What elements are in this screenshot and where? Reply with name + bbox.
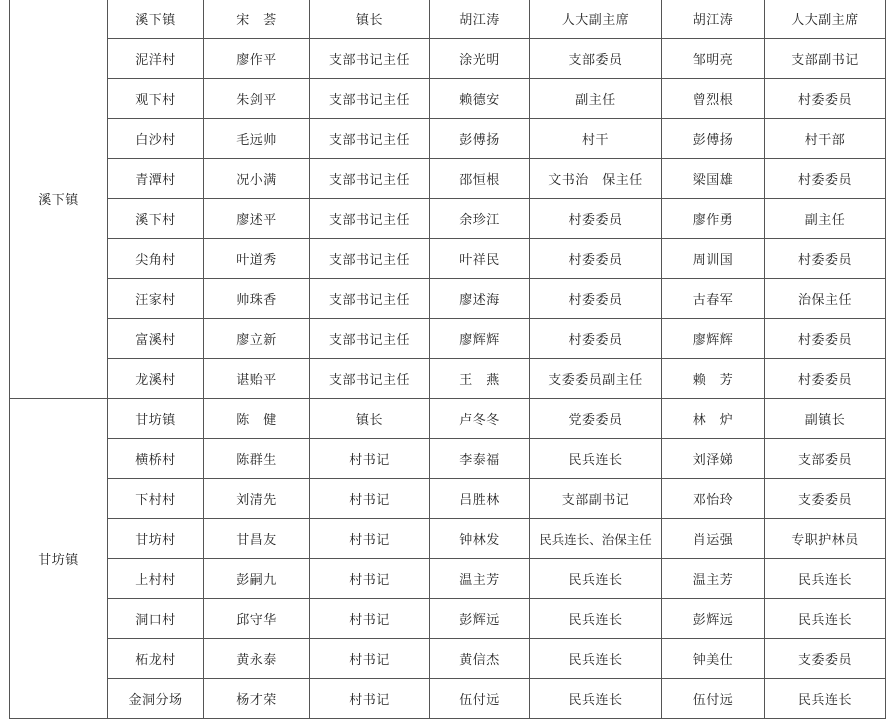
person2-name-cell: 彭辉远 xyxy=(430,599,530,639)
person3-post-cell: 村委委员 xyxy=(765,239,886,279)
table-row xyxy=(10,599,886,639)
table-row xyxy=(10,239,886,279)
leader-name-cell: 宋 荟 xyxy=(204,0,310,39)
person3-name-cell: 林 炉 xyxy=(662,399,765,439)
leader-name-cell: 帅珠香 xyxy=(204,279,310,319)
leader-name-cell: 毛远帅 xyxy=(204,119,310,159)
person2-name-cell: 廖辉辉 xyxy=(430,319,530,359)
unit-cell: 横桥村 xyxy=(108,439,204,479)
leader-name-cell: 廖作平 xyxy=(204,39,310,79)
leader-name-cell: 彭嗣九 xyxy=(204,559,310,599)
person2-name-cell: 吕胜林 xyxy=(430,479,530,519)
unit-cell: 观下村 xyxy=(108,79,204,119)
person3-name-cell: 赖 芳 xyxy=(662,359,765,399)
unit-cell: 溪下村 xyxy=(108,199,204,239)
person3-post-cell: 副主任 xyxy=(765,199,886,239)
leader-post-cell: 支部书记主任 xyxy=(310,319,430,359)
leader-name-cell: 杨才荣 xyxy=(204,679,310,719)
leader-name-cell: 谌贻平 xyxy=(204,359,310,399)
person2-name-cell: 廖述海 xyxy=(430,279,530,319)
person3-name-cell: 伍付远 xyxy=(662,679,765,719)
person3-post-cell: 村委委员 xyxy=(765,319,886,359)
leader-post-cell: 支部书记主任 xyxy=(310,199,430,239)
leader-name-cell: 叶道秀 xyxy=(204,239,310,279)
person2-post-cell: 村委委员 xyxy=(530,279,662,319)
person3-name-cell: 邓怡玲 xyxy=(662,479,765,519)
unit-cell: 尖角村 xyxy=(108,239,204,279)
person2-post-cell: 文书治 保主任 xyxy=(530,159,662,199)
leader-post-cell: 村书记 xyxy=(310,599,430,639)
table-row xyxy=(10,559,886,599)
person2-post-cell: 村委委员 xyxy=(530,199,662,239)
person3-name-cell: 刘泽娣 xyxy=(662,439,765,479)
unit-cell: 下村村 xyxy=(108,479,204,519)
leader-post-cell: 镇长 xyxy=(310,399,430,439)
person2-name-cell: 叶祥民 xyxy=(430,239,530,279)
person3-name-cell: 古春军 xyxy=(662,279,765,319)
leader-post-cell: 支部书记主任 xyxy=(310,279,430,319)
person2-name-cell: 黄信杰 xyxy=(430,639,530,679)
person2-post-cell: 副主任 xyxy=(530,79,662,119)
person3-name-cell: 钟美仕 xyxy=(662,639,765,679)
roster-table xyxy=(9,0,886,719)
leader-name-cell: 廖立新 xyxy=(204,319,310,359)
leader-post-cell: 村书记 xyxy=(310,559,430,599)
person3-post-cell: 治保主任 xyxy=(765,279,886,319)
person3-post-cell: 民兵连长 xyxy=(765,599,886,639)
person2-post-cell: 民兵连长 xyxy=(530,679,662,719)
person3-post-cell: 民兵连长 xyxy=(765,679,886,719)
person3-post-cell: 支委委员 xyxy=(765,479,886,519)
person3-post-cell: 支部副书记 xyxy=(765,39,886,79)
table-row xyxy=(10,519,886,559)
person3-post-cell: 村委委员 xyxy=(765,359,886,399)
leader-post-cell: 支部书记主任 xyxy=(310,119,430,159)
person2-name-cell: 余珍江 xyxy=(430,199,530,239)
table-row xyxy=(10,479,886,519)
person3-name-cell: 肖运强 xyxy=(662,519,765,559)
person2-name-cell: 王 燕 xyxy=(430,359,530,399)
leader-name-cell: 朱剑平 xyxy=(204,79,310,119)
leader-post-cell: 村书记 xyxy=(310,479,430,519)
table-row xyxy=(10,359,886,399)
leader-name-cell: 刘清先 xyxy=(204,479,310,519)
person3-name-cell: 廖作勇 xyxy=(662,199,765,239)
unit-cell: 汪家村 xyxy=(108,279,204,319)
unit-cell: 柘龙村 xyxy=(108,639,204,679)
table-row xyxy=(10,279,886,319)
leader-post-cell: 村书记 xyxy=(310,639,430,679)
person2-name-cell: 邵恒根 xyxy=(430,159,530,199)
table-row xyxy=(10,319,886,359)
person2-post-cell: 民兵连长 xyxy=(530,599,662,639)
leader-name-cell: 况小满 xyxy=(204,159,310,199)
leader-post-cell: 支部书记主任 xyxy=(310,159,430,199)
unit-cell: 龙溪村 xyxy=(108,359,204,399)
person3-name-cell: 彭辉远 xyxy=(662,599,765,639)
person3-post-cell: 副镇长 xyxy=(765,399,886,439)
person3-name-cell: 温主芳 xyxy=(662,559,765,599)
table-row xyxy=(10,79,886,119)
leader-post-cell: 村书记 xyxy=(310,439,430,479)
person3-name-cell: 周训国 xyxy=(662,239,765,279)
leader-post-cell: 村书记 xyxy=(310,679,430,719)
table-row xyxy=(10,0,886,39)
person3-post-cell: 村干部 xyxy=(765,119,886,159)
person2-name-cell: 彭傅扬 xyxy=(430,119,530,159)
person2-post-cell: 民兵连长 xyxy=(530,439,662,479)
person2-post-cell: 支委委员副主任 xyxy=(530,359,662,399)
person3-name-cell: 邹明亮 xyxy=(662,39,765,79)
person3-post-cell: 村委委员 xyxy=(765,159,886,199)
person2-post-cell: 支部委员 xyxy=(530,39,662,79)
leader-name-cell: 陈群生 xyxy=(204,439,310,479)
person3-post-cell: 支委委员 xyxy=(765,639,886,679)
table-row xyxy=(10,39,886,79)
person2-name-cell: 李泰福 xyxy=(430,439,530,479)
leader-post-cell: 支部书记主任 xyxy=(310,359,430,399)
person2-post-cell: 民兵连长 xyxy=(530,559,662,599)
person2-post-cell: 村干 xyxy=(530,119,662,159)
person2-name-cell: 伍付远 xyxy=(430,679,530,719)
person3-post-cell: 人大副主席 xyxy=(765,0,886,39)
table-row xyxy=(10,399,886,439)
person2-post-cell: 支部副书记 xyxy=(530,479,662,519)
town-cell: 甘坊镇 xyxy=(10,399,108,719)
table-row xyxy=(10,639,886,679)
leader-name-cell: 廖述平 xyxy=(204,199,310,239)
person3-name-cell: 梁国雄 xyxy=(662,159,765,199)
leader-post-cell: 支部书记主任 xyxy=(310,39,430,79)
person3-post-cell: 专职护林员 xyxy=(765,519,886,559)
person3-post-cell: 民兵连长 xyxy=(765,559,886,599)
person3-name-cell: 曾烈根 xyxy=(662,79,765,119)
person2-name-cell: 卢冬冬 xyxy=(430,399,530,439)
unit-cell: 青潭村 xyxy=(108,159,204,199)
unit-cell: 金洞分场 xyxy=(108,679,204,719)
table-row xyxy=(10,159,886,199)
unit-cell: 白沙村 xyxy=(108,119,204,159)
person2-name-cell: 胡江涛 xyxy=(430,0,530,39)
person3-post-cell: 村委委员 xyxy=(765,79,886,119)
leader-name-cell: 陈 健 xyxy=(204,399,310,439)
person3-name-cell: 胡江涛 xyxy=(662,0,765,39)
leader-name-cell: 甘昌友 xyxy=(204,519,310,559)
roster-body xyxy=(10,0,886,719)
person2-name-cell: 钟林发 xyxy=(430,519,530,559)
leader-name-cell: 黄永泰 xyxy=(204,639,310,679)
person2-post-cell: 党委委员 xyxy=(530,399,662,439)
person3-name-cell: 彭傅扬 xyxy=(662,119,765,159)
person2-post-cell: 村委委员 xyxy=(530,239,662,279)
person3-post-cell: 支部委员 xyxy=(765,439,886,479)
leader-post-cell: 支部书记主任 xyxy=(310,239,430,279)
person2-post-cell: 人大副主席 xyxy=(530,0,662,39)
table-row xyxy=(10,119,886,159)
table-row xyxy=(10,199,886,239)
unit-cell: 甘坊镇 xyxy=(108,399,204,439)
table-row xyxy=(10,439,886,479)
table-row xyxy=(10,679,886,719)
unit-cell: 富溪村 xyxy=(108,319,204,359)
person2-name-cell: 温主芳 xyxy=(430,559,530,599)
unit-cell: 上村村 xyxy=(108,559,204,599)
town-cell: 溪下镇 xyxy=(10,0,108,399)
unit-cell: 泥洋村 xyxy=(108,39,204,79)
person2-post-cell: 民兵连长 xyxy=(530,639,662,679)
leader-name-cell: 邱守华 xyxy=(204,599,310,639)
person2-name-cell: 赖德安 xyxy=(430,79,530,119)
unit-cell: 甘坊村 xyxy=(108,519,204,559)
leader-post-cell: 镇长 xyxy=(310,0,430,39)
person3-name-cell: 廖辉辉 xyxy=(662,319,765,359)
unit-cell: 洞口村 xyxy=(108,599,204,639)
person2-post-cell: 民兵连长、治保主任 xyxy=(530,519,662,559)
person2-post-cell: 村委委员 xyxy=(530,319,662,359)
unit-cell: 溪下镇 xyxy=(108,0,204,39)
person2-name-cell: 涂光明 xyxy=(430,39,530,79)
leader-post-cell: 支部书记主任 xyxy=(310,79,430,119)
leader-post-cell: 村书记 xyxy=(310,519,430,559)
